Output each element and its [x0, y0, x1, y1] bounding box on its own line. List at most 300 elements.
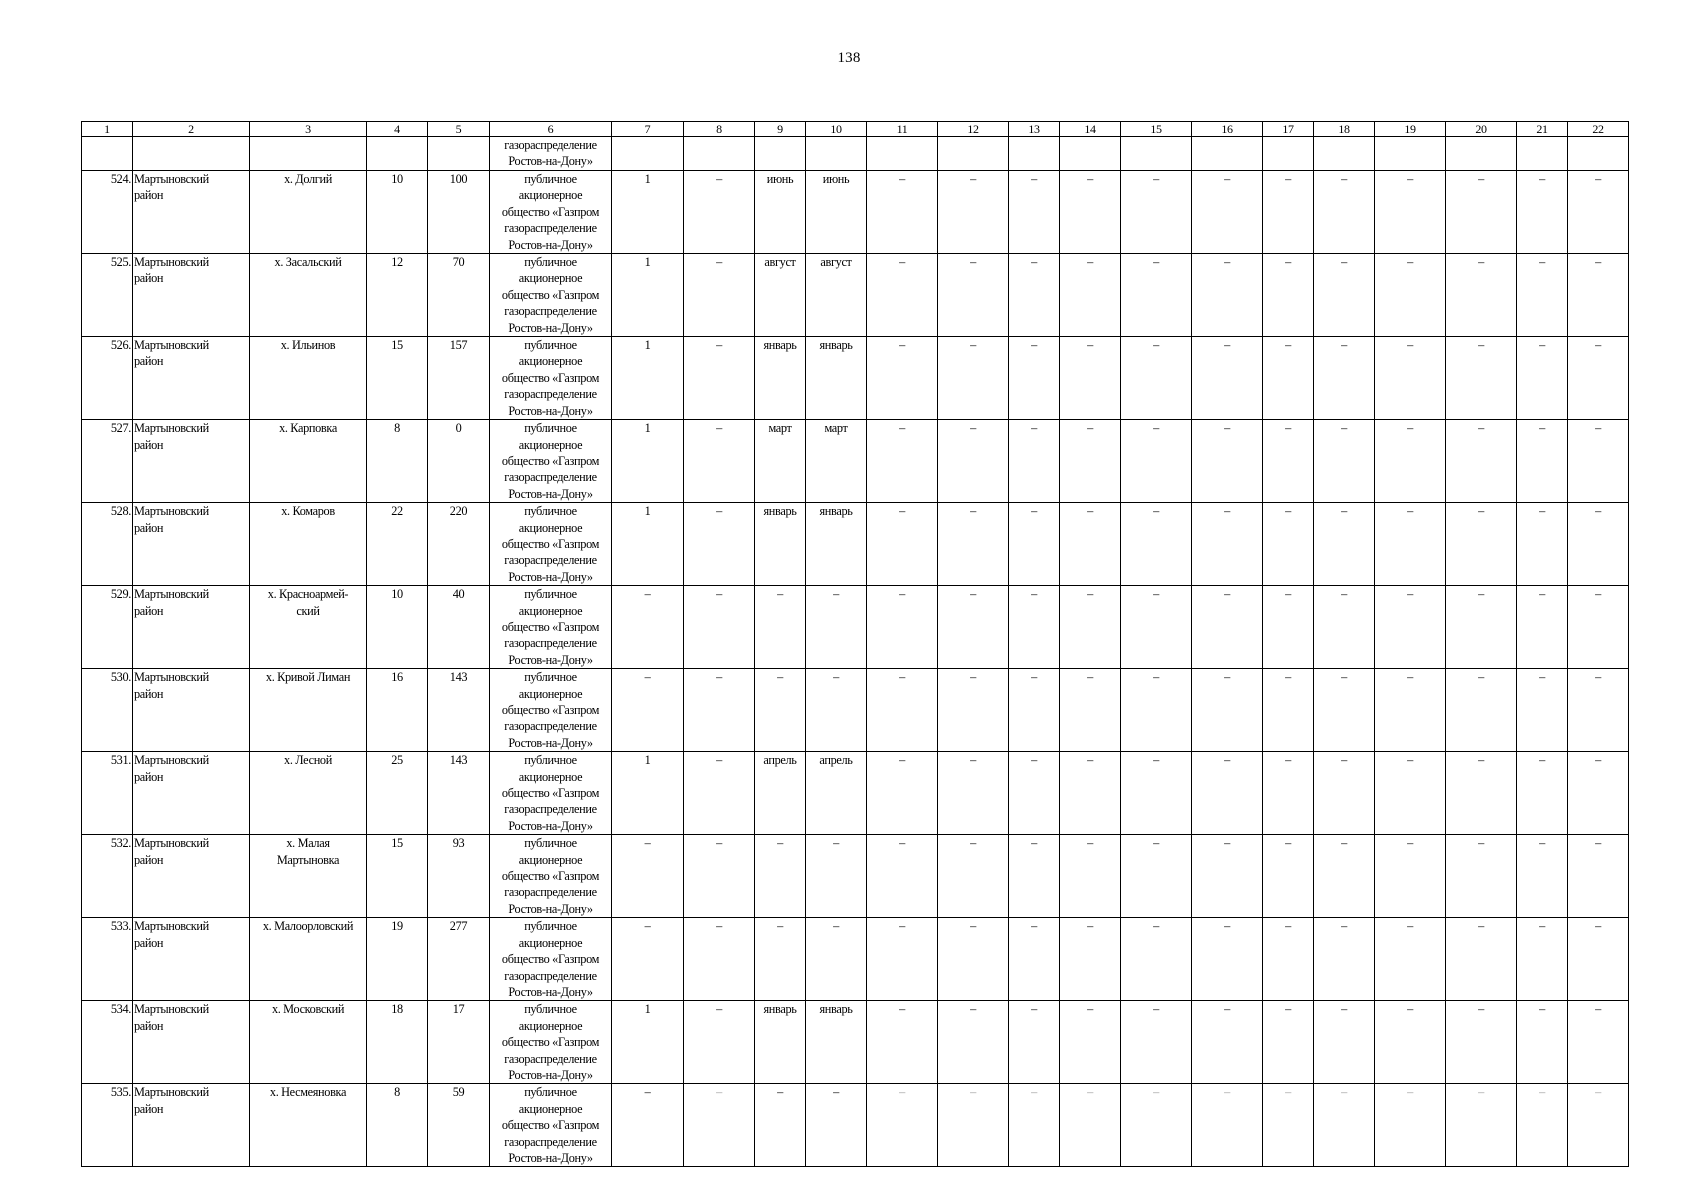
col19-cell: – [1375, 171, 1446, 254]
district-cell: Мартыновский район [133, 752, 250, 835]
col20-cell: – [1446, 752, 1517, 835]
col7-cell: 1 [612, 503, 684, 586]
col21-cell: – [1517, 1001, 1568, 1084]
col10-cell: – [806, 669, 867, 752]
col21-cell: – [1517, 835, 1568, 918]
col12-cell: – [938, 420, 1009, 503]
col14-cell: – [1060, 503, 1121, 586]
continuation-empty-cell [250, 137, 367, 171]
col8-cell: – [684, 835, 755, 918]
col9-cell: январь [755, 503, 806, 586]
col4-cell: 15 [367, 835, 428, 918]
column-header-8: 8 [684, 122, 755, 137]
col12-cell: – [938, 254, 1009, 337]
organization-cell: публичное акционерное общество «Газпром газораспределение Ростов-на-Дону» [490, 503, 612, 586]
column-header-5: 5 [428, 122, 490, 137]
col8-cell: – [684, 752, 755, 835]
col8-cell: – [684, 337, 755, 420]
table-row [82, 918, 1629, 1001]
col10-cell: апрель [806, 752, 867, 835]
col5-cell: 143 [428, 752, 490, 835]
row-number: 525. [82, 254, 133, 337]
col13-cell: – [1009, 171, 1060, 254]
col4-cell: 8 [367, 1084, 428, 1167]
col21-cell: – [1517, 918, 1568, 1001]
continuation-empty-cell [1375, 137, 1446, 171]
column-header-1: 1 [82, 122, 133, 137]
table-row [82, 171, 1629, 254]
organization-cell: публичное акционерное общество «Газпром газораспределение Ростов-на-Дону» [490, 669, 612, 752]
col20-cell: – [1446, 586, 1517, 669]
col5-cell: 277 [428, 918, 490, 1001]
col11-cell: – [867, 171, 938, 254]
col14-cell: – [1060, 254, 1121, 337]
col15-cell: – [1121, 586, 1192, 669]
col22-cell: – [1568, 752, 1629, 835]
col21-cell: – [1517, 420, 1568, 503]
col11-cell: – [867, 503, 938, 586]
col7-cell: 1 [612, 171, 684, 254]
col16-cell: – [1192, 918, 1263, 1001]
col8-cell: – [684, 420, 755, 503]
continuation-empty-cell [1568, 137, 1629, 171]
col11-cell: – [867, 669, 938, 752]
col17-cell: – [1263, 752, 1314, 835]
col7-cell: – [612, 669, 684, 752]
col18-cell: – [1314, 1001, 1375, 1084]
col22-cell: – [1568, 835, 1629, 918]
district-cell: Мартыновский район [133, 1084, 250, 1167]
col17-cell: – [1263, 171, 1314, 254]
data-table [81, 121, 1629, 1167]
col5-cell: 157 [428, 337, 490, 420]
table-row [82, 835, 1629, 918]
col13-cell: – [1009, 835, 1060, 918]
district-cell: Мартыновский район [133, 337, 250, 420]
col12-cell: – [938, 586, 1009, 669]
col18-cell: – [1314, 171, 1375, 254]
col16-cell: – [1192, 1084, 1263, 1167]
table-row [82, 752, 1629, 835]
col4-cell: 16 [367, 669, 428, 752]
col7-cell: – [612, 1084, 684, 1167]
col13-cell: – [1009, 586, 1060, 669]
col19-cell: – [1375, 420, 1446, 503]
col10-cell: март [806, 420, 867, 503]
col20-cell: – [1446, 420, 1517, 503]
col12-cell: – [938, 503, 1009, 586]
col22-cell: – [1568, 1001, 1629, 1084]
col20-cell: – [1446, 1001, 1517, 1084]
col4-cell: 25 [367, 752, 428, 835]
col21-cell: – [1517, 586, 1568, 669]
col7-cell: 1 [612, 337, 684, 420]
col4-cell: 22 [367, 503, 428, 586]
row-number: 528. [82, 503, 133, 586]
organization-cell: публичное акционерное общество «Газпром газораспределение Ростов-на-Дону» [490, 1084, 612, 1167]
continuation-empty-cell [755, 137, 806, 171]
col5-cell: 40 [428, 586, 490, 669]
row-number: 534. [82, 1001, 133, 1084]
row-number: 532. [82, 835, 133, 918]
col20-cell: – [1446, 503, 1517, 586]
col14-cell: – [1060, 337, 1121, 420]
page-number: 138 [837, 50, 861, 66]
col13-cell: – [1009, 337, 1060, 420]
continuation-empty-cell [1060, 137, 1121, 171]
col11-cell: – [867, 752, 938, 835]
column-header-2: 2 [133, 122, 250, 137]
col4-cell: 10 [367, 171, 428, 254]
col12-cell: – [938, 171, 1009, 254]
col15-cell: – [1121, 1084, 1192, 1167]
organization-cell: публичное акционерное общество «Газпром газораспределение Ростов-на-Дону» [490, 835, 612, 918]
row-number: 531. [82, 752, 133, 835]
organization-cell: публичное акционерное общество «Газпром газораспределение Ростов-на-Дону» [490, 171, 612, 254]
col9-cell: январь [755, 1001, 806, 1084]
column-header-13: 13 [1009, 122, 1060, 137]
col10-cell: июнь [806, 171, 867, 254]
col21-cell: – [1517, 1084, 1568, 1167]
col12-cell: – [938, 835, 1009, 918]
organization-cell: публичное акционерное общество «Газпром газораспределение Ростов-на-Дону» [490, 1001, 612, 1084]
col20-cell: – [1446, 254, 1517, 337]
district-cell: Мартыновский район [133, 503, 250, 586]
table-row [82, 337, 1629, 420]
col11-cell: – [867, 835, 938, 918]
col21-cell: – [1517, 254, 1568, 337]
col16-cell: – [1192, 171, 1263, 254]
col15-cell: – [1121, 171, 1192, 254]
organization-cell: публичное акционерное общество «Газпром газораспределение Ростов-на-Дону» [490, 918, 612, 1001]
col4-cell: 19 [367, 918, 428, 1001]
col5-cell: 143 [428, 669, 490, 752]
col15-cell: – [1121, 1001, 1192, 1084]
continuation-empty-cell [133, 137, 250, 171]
col8-cell: – [684, 254, 755, 337]
col22-cell: – [1568, 420, 1629, 503]
col10-cell: январь [806, 503, 867, 586]
col16-cell: – [1192, 503, 1263, 586]
col13-cell: – [1009, 1084, 1060, 1167]
row-number: 526. [82, 337, 133, 420]
col4-cell: 10 [367, 586, 428, 669]
col5-cell: 0 [428, 420, 490, 503]
col8-cell: – [684, 171, 755, 254]
col12-cell: – [938, 752, 1009, 835]
col16-cell: – [1192, 835, 1263, 918]
col7-cell: – [612, 835, 684, 918]
col14-cell: – [1060, 835, 1121, 918]
col17-cell: – [1263, 1084, 1314, 1167]
col19-cell: – [1375, 1001, 1446, 1084]
col20-cell: – [1446, 171, 1517, 254]
col12-cell: – [938, 337, 1009, 420]
col5-cell: 100 [428, 171, 490, 254]
organization-cell: публичное акционерное общество «Газпром газораспределение Ростов-на-Дону» [490, 254, 612, 337]
column-header-14: 14 [1060, 122, 1121, 137]
col19-cell: – [1375, 669, 1446, 752]
continuation-empty-cell [367, 137, 428, 171]
col9-cell: июнь [755, 171, 806, 254]
col20-cell: – [1446, 1084, 1517, 1167]
table-row [82, 669, 1629, 752]
col9-cell: апрель [755, 752, 806, 835]
col11-cell: – [867, 1001, 938, 1084]
col9-cell: – [755, 669, 806, 752]
col17-cell: – [1263, 835, 1314, 918]
col9-cell: январь [755, 337, 806, 420]
col15-cell: – [1121, 337, 1192, 420]
table-row [82, 1001, 1629, 1084]
district-cell: Мартыновский район [133, 918, 250, 1001]
col15-cell: – [1121, 420, 1192, 503]
district-cell: Мартыновский район [133, 1001, 250, 1084]
district-cell: Мартыновский район [133, 669, 250, 752]
col18-cell: – [1314, 503, 1375, 586]
col4-cell: 12 [367, 254, 428, 337]
col22-cell: – [1568, 503, 1629, 586]
col12-cell: – [938, 669, 1009, 752]
column-header-17: 17 [1263, 122, 1314, 137]
column-header-12: 12 [938, 122, 1009, 137]
district-cell: Мартыновский район [133, 586, 250, 669]
col10-cell: январь [806, 337, 867, 420]
column-header-20: 20 [1446, 122, 1517, 137]
continuation-empty-cell [428, 137, 490, 171]
organization-cell: публичное акционерное общество «Газпром газораспределение Ростов-на-Дону» [490, 420, 612, 503]
col19-cell: – [1375, 586, 1446, 669]
settlement-cell: х. Малая Мартыновка [250, 835, 367, 918]
col11-cell: – [867, 918, 938, 1001]
col12-cell: – [938, 1084, 1009, 1167]
col13-cell: – [1009, 669, 1060, 752]
column-header-19: 19 [1375, 122, 1446, 137]
col15-cell: – [1121, 669, 1192, 752]
col19-cell: – [1375, 503, 1446, 586]
col16-cell: – [1192, 420, 1263, 503]
col22-cell: – [1568, 586, 1629, 669]
settlement-cell: х. Московский [250, 1001, 367, 1084]
settlement-cell: х. Кривой Лиман [250, 669, 367, 752]
col18-cell: – [1314, 752, 1375, 835]
continuation-empty-cell [82, 137, 133, 171]
settlement-cell: х. Красноармей- ский [250, 586, 367, 669]
col14-cell: – [1060, 918, 1121, 1001]
settlement-cell: х. Малоорловский [250, 918, 367, 1001]
col7-cell: 1 [612, 420, 684, 503]
col19-cell: – [1375, 254, 1446, 337]
col21-cell: – [1517, 503, 1568, 586]
district-cell: Мартыновский район [133, 171, 250, 254]
col22-cell: – [1568, 171, 1629, 254]
continuation-empty-cell [806, 137, 867, 171]
col5-cell: 70 [428, 254, 490, 337]
organization-cell: публичное акционерное общество «Газпром газораспределение Ростов-на-Дону» [490, 337, 612, 420]
column-header-3: 3 [250, 122, 367, 137]
col10-cell: – [806, 918, 867, 1001]
continuation-empty-cell [1517, 137, 1568, 171]
col17-cell: – [1263, 918, 1314, 1001]
row-number: 524. [82, 171, 133, 254]
col19-cell: – [1375, 1084, 1446, 1167]
col12-cell: – [938, 918, 1009, 1001]
header-row [82, 122, 1629, 137]
col22-cell: – [1568, 1084, 1629, 1167]
col17-cell: – [1263, 420, 1314, 503]
col9-cell: – [755, 835, 806, 918]
col16-cell: – [1192, 1001, 1263, 1084]
col14-cell: – [1060, 171, 1121, 254]
continuation-organization: газораспределение Ростов-на-Дону» [490, 137, 612, 171]
col21-cell: – [1517, 752, 1568, 835]
col7-cell: 1 [612, 254, 684, 337]
settlement-cell: х. Несмеяновка [250, 1084, 367, 1167]
col13-cell: – [1009, 254, 1060, 337]
col16-cell: – [1192, 254, 1263, 337]
continuation-empty-cell [1009, 137, 1060, 171]
col20-cell: – [1446, 835, 1517, 918]
district-cell: Мартыновский район [133, 420, 250, 503]
continuation-empty-cell [1263, 137, 1314, 171]
column-header-4: 4 [367, 122, 428, 137]
column-header-16: 16 [1192, 122, 1263, 137]
col9-cell: август [755, 254, 806, 337]
col22-cell: – [1568, 918, 1629, 1001]
col7-cell: – [612, 918, 684, 1001]
row-number: 530. [82, 669, 133, 752]
col18-cell: – [1314, 420, 1375, 503]
col12-cell: – [938, 1001, 1009, 1084]
col9-cell: март [755, 420, 806, 503]
row-number: 529. [82, 586, 133, 669]
continuation-empty-cell [612, 137, 684, 171]
col10-cell: – [806, 586, 867, 669]
col20-cell: – [1446, 669, 1517, 752]
column-header-22: 22 [1568, 122, 1629, 137]
col14-cell: – [1060, 669, 1121, 752]
col16-cell: – [1192, 752, 1263, 835]
col15-cell: – [1121, 752, 1192, 835]
col8-cell: – [684, 918, 755, 1001]
col21-cell: – [1517, 669, 1568, 752]
col13-cell: – [1009, 503, 1060, 586]
col7-cell: 1 [612, 1001, 684, 1084]
col17-cell: – [1263, 586, 1314, 669]
col17-cell: – [1263, 1001, 1314, 1084]
col18-cell: – [1314, 254, 1375, 337]
settlement-cell: х. Ильинов [250, 337, 367, 420]
col11-cell: – [867, 420, 938, 503]
col13-cell: – [1009, 420, 1060, 503]
col13-cell: – [1009, 752, 1060, 835]
col15-cell: – [1121, 254, 1192, 337]
col18-cell: – [1314, 835, 1375, 918]
continuation-empty-cell [1314, 137, 1375, 171]
col15-cell: – [1121, 918, 1192, 1001]
col5-cell: 17 [428, 1001, 490, 1084]
column-header-11: 11 [867, 122, 938, 137]
table-row [82, 420, 1629, 503]
col16-cell: – [1192, 337, 1263, 420]
row-number: 527. [82, 420, 133, 503]
district-cell: Мартыновский район [133, 835, 250, 918]
table-row [82, 586, 1629, 669]
column-header-21: 21 [1517, 122, 1568, 137]
table-row [82, 254, 1629, 337]
table-row [82, 503, 1629, 586]
row-number: 533. [82, 918, 133, 1001]
organization-cell: публичное акционерное общество «Газпром газораспределение Ростов-на-Дону» [490, 586, 612, 669]
settlement-cell: х. Засальский [250, 254, 367, 337]
col22-cell: – [1568, 337, 1629, 420]
col8-cell: – [684, 669, 755, 752]
col4-cell: 8 [367, 420, 428, 503]
column-header-7: 7 [612, 122, 684, 137]
col8-cell: – [684, 586, 755, 669]
column-header-18: 18 [1314, 122, 1375, 137]
settlement-cell: х. Комаров [250, 503, 367, 586]
column-header-10: 10 [806, 122, 867, 137]
row-number: 535. [82, 1084, 133, 1167]
col21-cell: – [1517, 337, 1568, 420]
col17-cell: – [1263, 503, 1314, 586]
col18-cell: – [1314, 669, 1375, 752]
col14-cell: – [1060, 420, 1121, 503]
col14-cell: – [1060, 1084, 1121, 1167]
col16-cell: – [1192, 669, 1263, 752]
col5-cell: 93 [428, 835, 490, 918]
col10-cell: – [806, 1084, 867, 1167]
continuation-row [82, 137, 1629, 171]
column-header-9: 9 [755, 122, 806, 137]
col7-cell: 1 [612, 752, 684, 835]
col15-cell: – [1121, 835, 1192, 918]
col17-cell: – [1263, 669, 1314, 752]
col11-cell: – [867, 1084, 938, 1167]
continuation-empty-cell [1446, 137, 1517, 171]
continuation-empty-cell [1121, 137, 1192, 171]
col20-cell: – [1446, 918, 1517, 1001]
col9-cell: – [755, 586, 806, 669]
col18-cell: – [1314, 337, 1375, 420]
col19-cell: – [1375, 918, 1446, 1001]
col9-cell: – [755, 1084, 806, 1167]
col8-cell: – [684, 1084, 755, 1167]
col4-cell: 18 [367, 1001, 428, 1084]
col11-cell: – [867, 586, 938, 669]
col8-cell: – [684, 503, 755, 586]
col15-cell: – [1121, 503, 1192, 586]
continuation-empty-cell [1192, 137, 1263, 171]
col17-cell: – [1263, 337, 1314, 420]
col7-cell: – [612, 586, 684, 669]
col9-cell: – [755, 918, 806, 1001]
col21-cell: – [1517, 171, 1568, 254]
col4-cell: 15 [367, 337, 428, 420]
col10-cell: август [806, 254, 867, 337]
col19-cell: – [1375, 835, 1446, 918]
col14-cell: – [1060, 752, 1121, 835]
settlement-cell: х. Карповка [250, 420, 367, 503]
col19-cell: – [1375, 337, 1446, 420]
organization-cell: публичное акционерное общество «Газпром газораспределение Ростов-на-Дону» [490, 752, 612, 835]
col11-cell: – [867, 254, 938, 337]
col22-cell: – [1568, 254, 1629, 337]
col13-cell: – [1009, 1001, 1060, 1084]
col18-cell: – [1314, 918, 1375, 1001]
column-header-6: 6 [490, 122, 612, 137]
